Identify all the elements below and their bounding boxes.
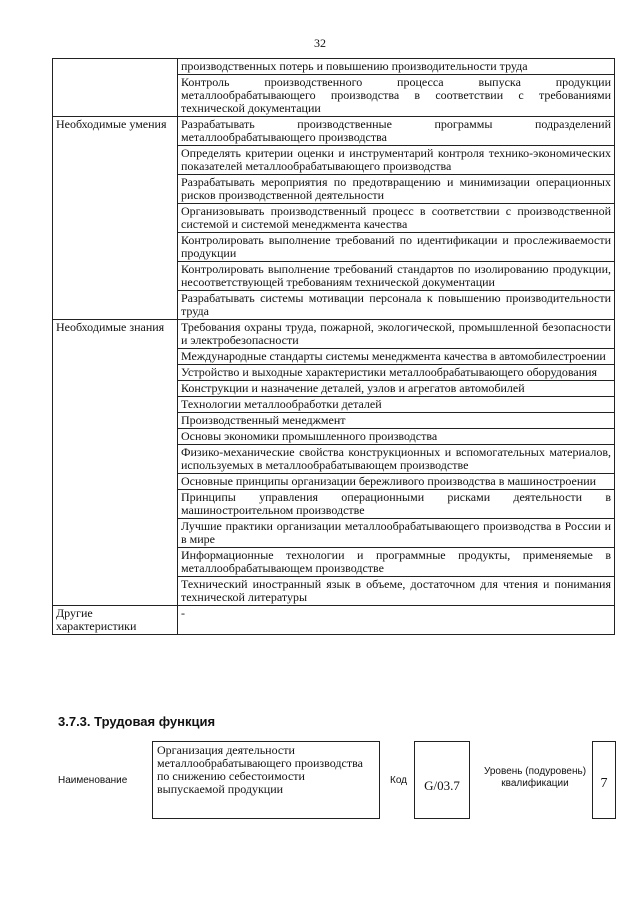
requirement-item: производственных потерь и повышению производительности труда (178, 59, 615, 75)
requirement-item: Информационные технологии и программные продукты, применяемые в металлообрабатывающем производстве (178, 548, 615, 577)
requirement-item: Международные стандарты системы менеджмента качества в автомобилестроении (178, 349, 615, 365)
requirement-item: Технологии металлообработки деталей (178, 397, 615, 413)
requirement-item: - (178, 606, 615, 635)
level-label: Уровень (подуровень) квалификации (483, 766, 587, 789)
requirement-item: Физико-механические свойства конструкционных и вспомогательных материалов, используемых в металлообрабатывающем производстве (178, 445, 615, 474)
row-label-knowledge: Необходимые знания (53, 320, 178, 606)
requirement-item: Контролировать выполнение требований по идентификации и прослеживаемости продукции (178, 233, 615, 262)
function-name-box: Организация деятельности металлообрабатывающего производства по снижению себестоимости выпускаемой продукции (152, 741, 380, 819)
requirement-item: Конструкции и назначение деталей, узлов и агрегатов автомобилей (178, 381, 615, 397)
section-title: 3.7.3. Трудовая функция (58, 714, 216, 729)
table-row (53, 606, 615, 635)
requirement-item: Основные принципы организации бережливого производства в машиностроении (178, 474, 615, 490)
level-box: 7 (592, 741, 616, 819)
requirement-item: Разрабатывать производственные программы подразделений металлообрабатывающего производства (178, 117, 615, 146)
requirements-table (52, 58, 615, 635)
row-label (53, 59, 178, 117)
requirement-item: Контроль производственного процесса выпуска продукции металлообрабатывающего производства в соответствии с требованиями технической документации (178, 75, 615, 117)
row-label-other: Другие характеристики (53, 606, 178, 635)
table-row (53, 117, 615, 146)
requirement-item: Производственный менеджмент (178, 413, 615, 429)
requirement-item: Технический иностранный язык в объеме, достаточном для чтения и понимания технической литературы (178, 577, 615, 606)
table-row (53, 320, 615, 349)
code-box: G/03.7 (414, 741, 470, 819)
code-label: Код (390, 775, 408, 786)
requirement-item: Основы экономики промышленного производства (178, 429, 615, 445)
requirement-item: Лучшие практики организации металлообрабатывающего производства в России и в мире (178, 519, 615, 548)
requirement-item: Устройство и выходные характеристики металлообрабатывающего оборудования (178, 365, 615, 381)
requirement-item: Определять критерии оценки и инструментарий контроля технико-экономических показателей металлообрабатывающего производства (178, 146, 615, 175)
requirement-item: Требования охраны труда, пожарной, экологической, промышленной безопасности и электробезопасности (178, 320, 615, 349)
row-label-skills: Необходимые умения (53, 117, 178, 320)
table-row (53, 59, 615, 75)
name-label: Наименование (58, 775, 128, 786)
requirement-item: Принципы управления операционными рисками деятельности в машиностроительном производстве (178, 490, 615, 519)
page-number: 32 (314, 36, 326, 50)
requirement-item: Контролировать выполнение требований стандартов по изолированию продукции, несоответствующей требованиям технической документации (178, 262, 615, 291)
requirement-item: Разрабатывать мероприятия по предотвращению и минимизации операционных рисков производственной деятельности (178, 175, 615, 204)
requirement-item: Организовывать производственный процесс в соответствии с производственной системой и системой менеджмента качества (178, 204, 615, 233)
requirement-item: Разрабатывать системы мотивации персонала к повышению производительности труда (178, 291, 615, 320)
